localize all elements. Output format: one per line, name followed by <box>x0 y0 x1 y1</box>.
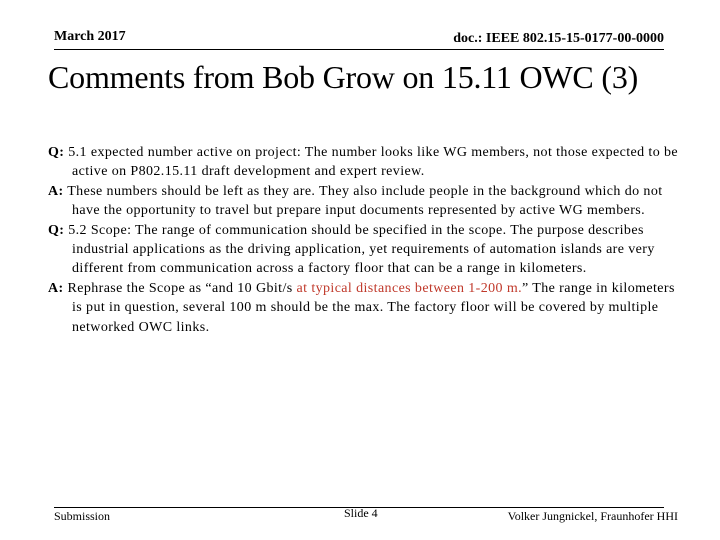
qa-text: 5.1 expected number active on project: The number looks like WG members, not those expected to be active on P802.15.11 draft development and expert review. <box>64 145 679 180</box>
answer-1 <box>48 182 680 221</box>
slide-title: Comments from Bob Grow on 15.11 OWC (3) <box>48 59 639 95</box>
qa-text: These numbers should be left as they are. They also include people in the background which do not have the opportunity to travel but prepare input documents represented by active WG members. <box>63 183 663 219</box>
header-doc-id: doc.: IEEE 802.15-15-0177-00-0000 <box>453 31 664 46</box>
qa-text: ” The range in kilometers is put in question, several 100 m should be the max. The factory floor will be covered by multiple networked OWC links. <box>72 280 675 335</box>
qa-label: A: <box>48 280 64 296</box>
qa-label: Q: <box>48 145 65 160</box>
answer-2 <box>48 279 680 337</box>
header-date: March 2017 <box>54 29 126 44</box>
header-rule <box>54 49 664 50</box>
qa-label: Q: <box>48 222 65 238</box>
footer-author: Volker Jungnickel, Fraunhofer HHI <box>507 509 678 523</box>
qa-label: A: <box>48 183 64 199</box>
question-2 <box>48 221 680 279</box>
footer-submission: Submission <box>54 509 111 523</box>
question-1 <box>48 143 680 182</box>
qa-text: 5.2 Scope: The range of communication should be specified in the scope. The purpose describes industrial applications as the driving application, yet requirements of automation islands are very different from communication across a factory floor that can be a range in kilometers. <box>64 222 655 277</box>
qa-text: Rephrase the Scope as “and 10 Gbit/s <box>63 280 297 296</box>
slide-body <box>48 143 680 337</box>
highlighted-text: at typical distances between 1-200 m. <box>296 280 523 296</box>
footer-slide-number: Slide 4 <box>344 506 378 520</box>
